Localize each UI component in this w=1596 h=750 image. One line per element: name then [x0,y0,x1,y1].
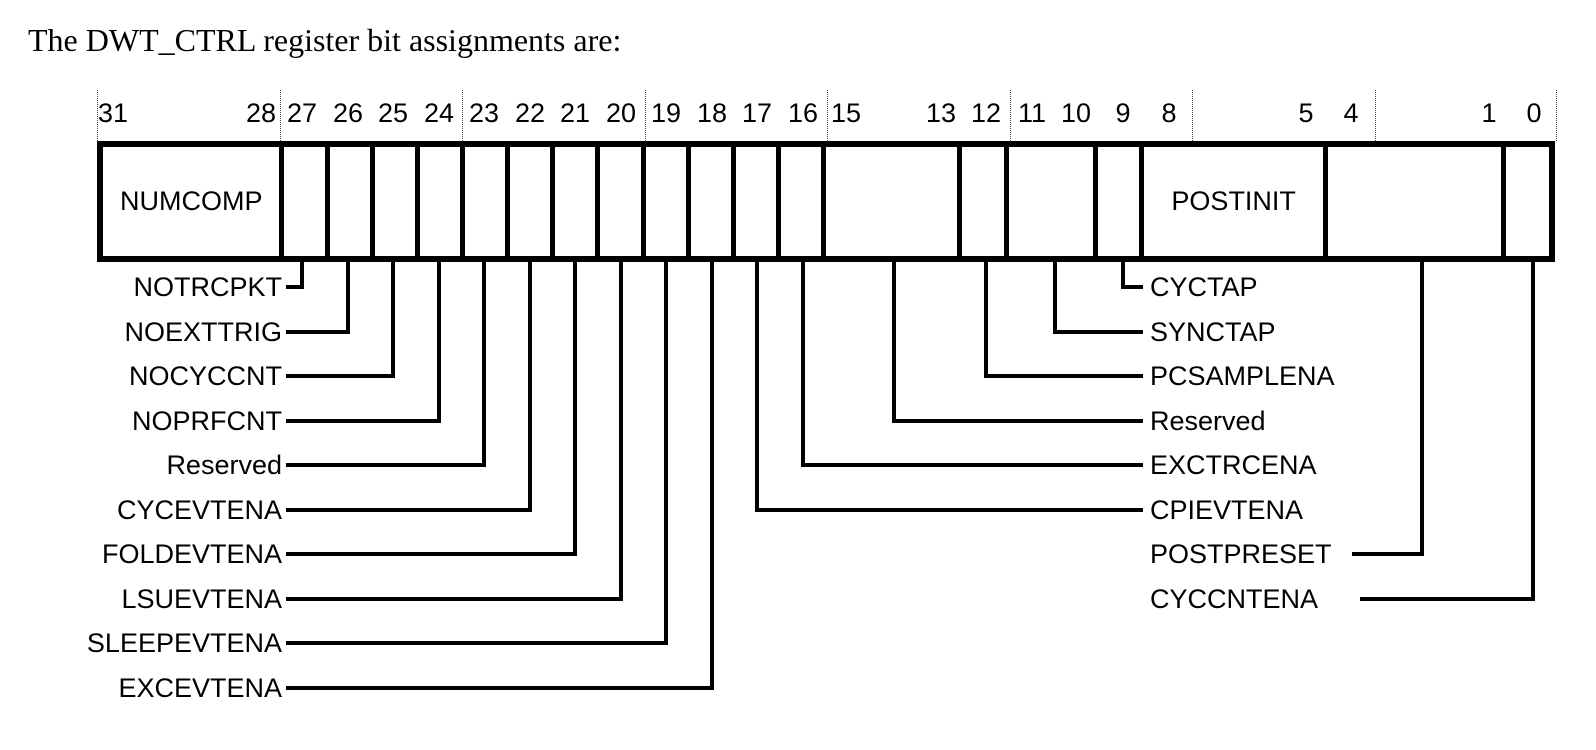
callout-line [1352,552,1424,556]
callout-line [1121,262,1125,289]
register-box [97,141,1555,262]
field-label-postinit: POSTINIT [1171,186,1296,216]
nibble-tick [645,90,646,141]
bit-cell-9 [1098,147,1145,256]
bit-cell-16 [781,147,826,256]
callout-line [286,597,623,601]
callout-label-cyccntena: CYCCNTENA [1150,584,1319,614]
callout-label-noexttrig: NOEXTTRIG [124,317,282,347]
bit-number-22: 22 [514,98,546,128]
bit-cell-22 [510,147,555,256]
callout-line [286,686,714,690]
bit-cell-0 [1506,147,1549,256]
callout-line [755,262,759,512]
page-title: The DWT_CTRL register bit assignments are: [28,22,622,58]
field-cell-postinit [1144,147,1327,256]
nibble-tick [1010,90,1011,141]
callout-line [1053,262,1057,334]
callout-label-cpievtena: CPIEVTENA [1150,495,1304,525]
bit-number-13: 13 [925,98,957,128]
callout-line [664,262,668,645]
bit-number-28: 28 [245,98,277,128]
callout-label-exctrcena: EXCTRCENA [1150,450,1317,480]
callout-line [1053,330,1143,334]
nibble-tick [1556,90,1557,141]
bit-number-0: 0 [1526,98,1542,128]
bit-number-8: 8 [1161,98,1177,128]
callout-label-notrcpkt: NOTRCPKT [133,272,282,302]
callout-line [573,262,577,556]
callout-line [391,262,395,378]
bit-number-31: 31 [97,98,129,128]
callout-line [300,262,304,289]
nibble-tick [462,90,463,141]
callout-label-postpreset: POSTPRESET [1150,539,1332,569]
bit-number-4: 4 [1343,98,1359,128]
bit-number-11: 11 [1017,98,1047,128]
bit-number-10: 10 [1060,98,1092,128]
callout-line [286,330,350,334]
bit-cell-21 [555,147,600,256]
callout-line [437,262,441,423]
callout-line [1531,262,1535,601]
field-label-numcomp: NUMCOMP [119,186,263,216]
callout-label-foldevtena: FOLDEVTENA [101,539,282,569]
bit-cell-12 [962,147,1009,256]
callout-line [286,508,532,512]
callout-line [892,262,896,423]
bit-cell-19 [646,147,691,256]
callout-line [346,262,350,334]
field-cell-numcomp [103,147,284,256]
bit-cell-24 [420,147,465,256]
callout-line [1360,597,1535,601]
callout-line [286,374,395,378]
bit-cell-18 [691,147,736,256]
bit-number-17: 17 [741,98,773,128]
callout-line [286,419,441,423]
callout-line [710,262,714,690]
bit-number-18: 18 [696,98,728,128]
callout-line [619,262,623,601]
bit-cell-20 [600,147,645,256]
callout-label-pcsamplena: PCSAMPLENA [1150,361,1335,391]
bit-number-15: 15 [830,98,862,128]
callout-label-excevtena: EXCEVTENA [118,673,282,703]
callout-line [984,374,1143,378]
bit-cell-27 [284,147,329,256]
callout-line [892,419,1143,423]
callout-label-nocyccnt: NOCYCCNT [129,361,282,391]
callout-label-reserved-15-13: Reserved [1150,406,1266,436]
callout-line [984,262,988,378]
bit-number-24: 24 [423,98,455,128]
callout-line [528,262,532,512]
callout-line [286,552,577,556]
callout-line [286,463,486,467]
bit-number-23: 23 [468,98,500,128]
bit-number-16: 16 [787,98,819,128]
callout-label-cycevtena: CYCEVTENA [116,495,282,525]
callout-line [755,508,1143,512]
nibble-tick [280,90,281,141]
bit-number-20: 20 [605,98,637,128]
field-cell-reserved-15-13 [826,147,962,256]
nibble-tick [827,90,828,141]
nibble-tick [1375,90,1376,141]
bit-number-12: 12 [970,98,1002,128]
bit-number-5: 5 [1298,98,1314,128]
callout-label-reserved-23: Reserved [166,450,282,480]
bit-cell-26 [330,147,375,256]
bit-cell-17 [736,147,781,256]
bit-number-9: 9 [1115,98,1131,128]
bit-number-19: 19 [650,98,682,128]
bit-number-27: 27 [286,98,318,128]
bit-cell-23 [465,147,510,256]
field-cell-synctap-11-10 [1009,147,1098,256]
bit-number-26: 26 [332,98,364,128]
callout-label-sleepevtena: SLEEPEVTENA [86,628,282,658]
bit-number-21: 21 [559,98,591,128]
callout-line [482,262,486,467]
callout-line [286,641,668,645]
bit-number-25: 25 [377,98,409,128]
callout-line [801,262,805,467]
callout-label-noprfcnt: NOPRFCNT [132,406,282,436]
callout-label-cyctap: CYCTAP [1150,272,1258,302]
callout-line [801,463,1143,467]
bit-number-1: 1 [1481,98,1497,128]
callout-line [1420,262,1424,556]
nibble-tick [1192,90,1193,141]
callout-label-lsuevtena: LSUEVTENA [121,584,282,614]
bit-cell-25 [375,147,420,256]
field-cell-postpreset-4-1 [1328,147,1506,256]
callout-label-synctap: SYNCTAP [1150,317,1276,347]
